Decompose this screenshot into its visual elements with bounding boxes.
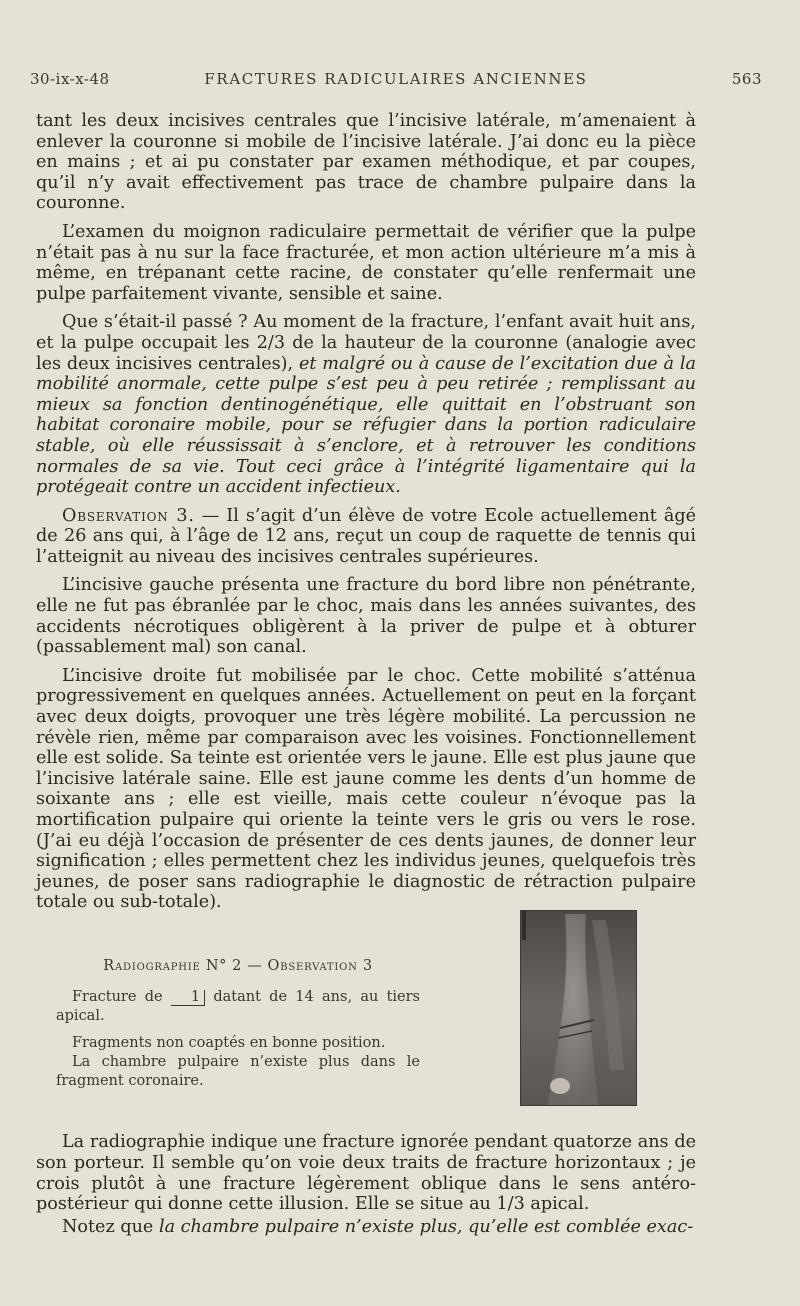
paragraph-2: L’examen du moignon radiculaire permettait de vérifier que la pulpe n’était pas à nu sur la face fracturée, et mon action ultérieure m’a mis à même, en trépanant cette racine, de constater qu’elle renfermait une pulpe parfaitement vivante, sensible et saine.: [36, 221, 696, 304]
observation-label: Observation 3.: [62, 505, 195, 526]
paragraph-1: tant les deux incisives centrales que l’incisive latérale, m’amenaient à enlever la couronne si mobile de l’incisive latérale. J’ai donc eu la pièce en mains ; et ai pu constater par examen méthodique, et par coupes, qu’il n’y avait effectivement pas trace de chambre pulpaire dans la couronne.: [36, 111, 696, 214]
radiograph-illustration: [520, 910, 637, 1106]
main-text: [36, 111, 696, 921]
closing-paragraph-1: La radiographie indique une fracture ignorée pendant quatorze ans de son porteur. Il semble qu’on voie deux traits de fracture horizontaux ; je crois plutôt à une fracture légèrement oblique dans le sens antéro-postérieur qui donne cette illusion. Elle se situe au 1/3 apical.: [36, 1132, 696, 1215]
figure-caption: [56, 957, 420, 1091]
caption-line-3: La chambre pulpaire n’existe plus dans le fragment coronaire.: [56, 1054, 420, 1089]
radiograph-image: [520, 910, 637, 1106]
page-number: 563: [731, 70, 762, 88]
caption-line-2: Fragments non coaptés en bonne position.: [72, 1035, 386, 1051]
paragraph-3-roman: Que s’était-il passé ? Au moment de la fracture, l’enfant avait huit ans, et la pulpe occupait les 2/3 de la hauteur de la couronne (analogie avec les deux incisives centrales),: [36, 312, 696, 374]
paragraph-5: L’incisive gauche présenta une fracture du bord libre non pénétrante, elle ne fut pas ébranlée par le choc, mais dans les années suivantes, des accidents nécrotiques obligèrent à la priver de pulpe et à obturer (passablement mal) son canal.: [36, 575, 696, 658]
tooth-notation: 1: [171, 990, 205, 1006]
closing-paragraph-2: Notez que la chambre pulpaire n’existe plus, qu’elle est comblée exac-: [62, 1217, 694, 1238]
running-header: [30, 70, 762, 94]
paragraph-3-italic: et malgré ou à cause de l’excitation due à la mobilité anormale, cette pulpe s’est peu à peu retirée ; remplissant au mieux sa fonction dentinogénétique, elle quittait en l’obstruant son habitat coronaire mobile, pour se réfugier dans la portion radiculaire stable, où elle réussissait à s’enclore, et à retrouver les conditions normales de sa vie. Tout ceci grâce à l’intégrité ligamentaire qui la protégeait contre un accident infectieux.: [36, 353, 696, 498]
closing-text: [36, 1132, 696, 1238]
observation-text: — Il s’agit d’un élève de votre Ecole actuellement âgé de 26 ans qui, à l’âge de 12 ans, reçut un coup de raquette de tennis qui l’atteignit au niveau des incisives centrales supérieures.: [36, 505, 696, 567]
header-date: 30-ix-x-48: [30, 70, 110, 88]
header-title: FRACTURES RADICULAIRES ANCIENNES: [204, 70, 588, 88]
paragraph-3: [36, 312, 696, 497]
paragraph-6: L’incisive droite fut mobilisée par le choc. Cette mobilité s’atténua progressivement en quelques années. Actuellement on peut en la forçant avec deux doigts, provoquer une très légère mobilité. La percussion ne révèle rien, même par comparaison avec les voisines. Fonctionnellement elle est solide. Sa teinte est orientée vers le jaune. Elle est plus jaune que l’incisive latérale saine. Elle est jaune comme les dents d’un homme de soixante ans ; elle est vieille, mais cette couleur n’évoque pas la mortification pulpaire qui oriente la teinte vers le gris ou vers le rose. (J’ai eu déjà l’occasion de présenter de ces dents jaunes, de donner leur signification ; elles permettent chez les individus jeunes, quelquefois très jeunes, de poser sans radiographie le diagnostic de rétraction pulpaire totale ou sub-totale).: [36, 665, 696, 913]
paragraph-observation-3: [36, 506, 696, 568]
caption-fracture-line: Fracture de 1 datant de 14 ans, au tiers apical.: [56, 989, 420, 1024]
caption-title: Radiographie N° 2 — Observation 3: [103, 958, 373, 974]
